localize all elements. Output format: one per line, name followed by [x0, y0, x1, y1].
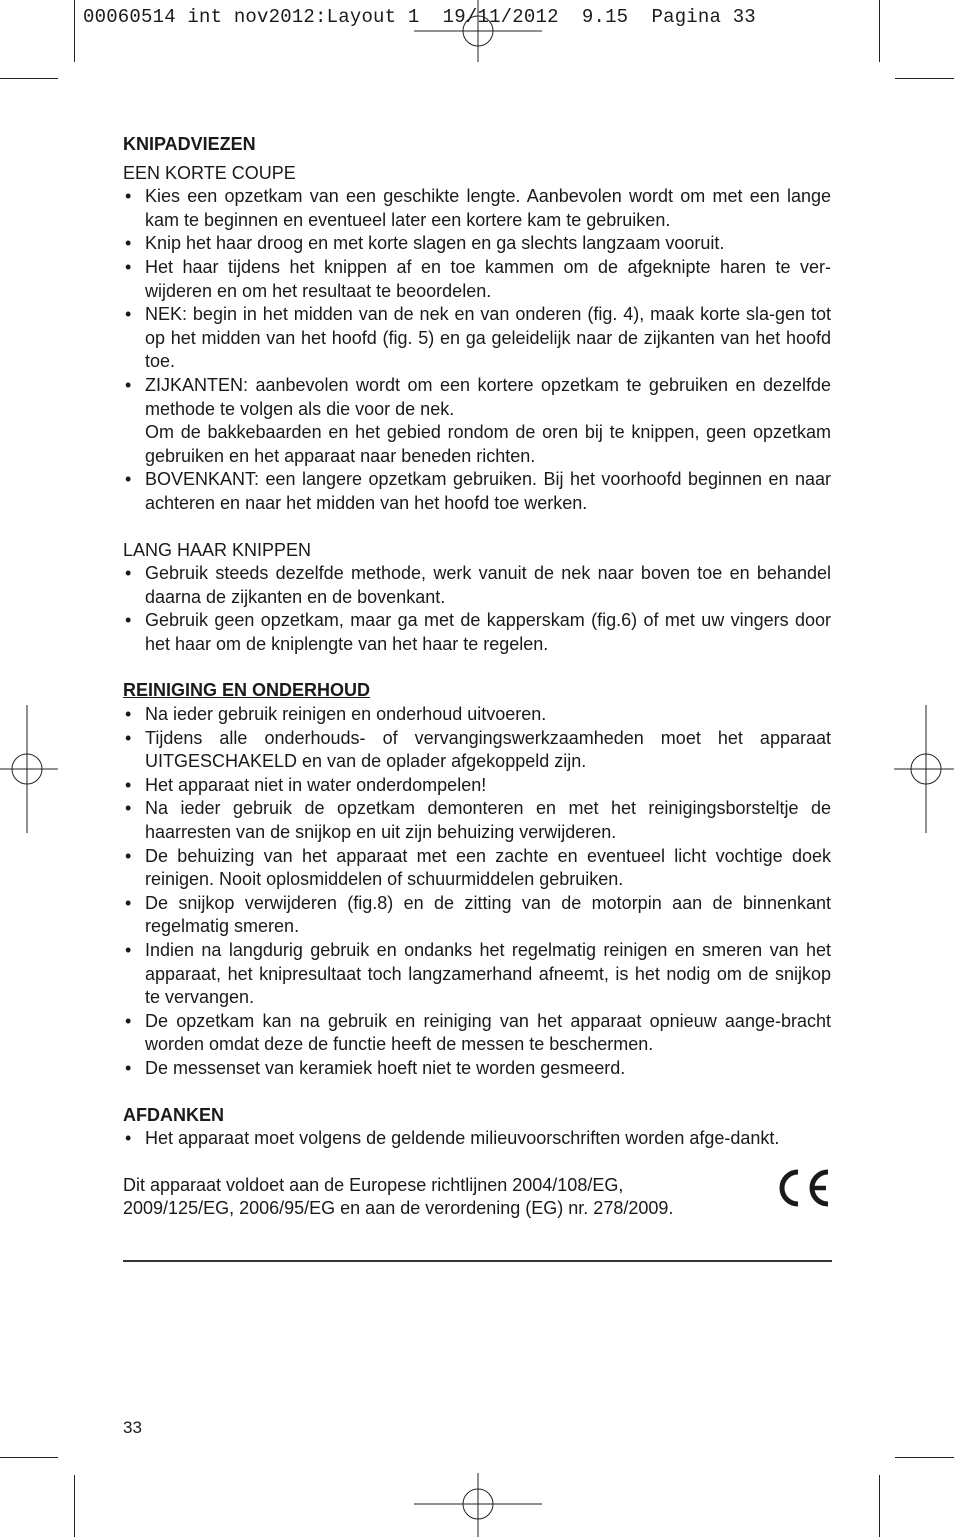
- list-item: • Na ieder gebruik de opzetkam demonteren en met het reinigingsborsteltje de haarresten van de snijkop en uit zijn behuizing verwijderen.: [123, 797, 831, 844]
- list-item: • Tijdens alle onderhouds- of vervangingswerkzaamheden moet het apparaat UITGESCHAKELD en van de oplader afgekoppeld zijn.: [123, 727, 831, 774]
- list-item: • Gebruik geen opzetkam, maar ga met de kapperskam (fig.6) of met uw vingers door het haar om de kniplengte van het haar te regelen.: [123, 609, 831, 656]
- crop-mark: [879, 0, 880, 62]
- list-item: • Kies een opzetkam van een geschikte lengte. Aanbevolen wordt om met een lange kam te beginnen en eventueel later een kortere kam te gebruiken.: [123, 185, 831, 232]
- list-item: • De messenset van keramiek hoeft niet te worden gesmeerd.: [123, 1057, 831, 1081]
- registration-mark-right: [894, 705, 954, 833]
- list-item: • Het haar tijdens het knippen af en toe kammen om de afgeknipte haren te ver-wijderen en om het resultaat te beoordelen.: [123, 256, 831, 303]
- list-item: • BOVENKANT: een langere opzetkam gebruiken. Bij het voorhoofd beginnen en naar achteren en naar het midden van het hoofd toe werken.: [123, 468, 831, 515]
- list-item: • Het apparaat moet volgens de geldende milieuvoorschriften worden afge-dankt.: [123, 1127, 831, 1151]
- list-item: • Gebruik steeds dezelfde methode, werk vanuit de nek naar boven toe en behandel daarna de zijkanten en de bovenkant.: [123, 562, 831, 609]
- list-item-continuation: Om de bakkebaarden en het gebied rondom de oren bij te knippen, geen opzetkam gebruiken en het apparaat naar beneden richten.: [145, 422, 831, 466]
- list-item: • Het apparaat niet in water onderdompelen!: [123, 774, 831, 798]
- section-heading-knipadviezen: KNIPADVIEZEN: [123, 134, 256, 154]
- list-item: • De snijkop verwijderen (fig.8) en de zitting van de motorpin aan de binnenkant regelmatig smeren.: [123, 892, 831, 939]
- registration-mark-top: [414, 0, 542, 64]
- crop-mark: [0, 78, 58, 79]
- ce-mark-icon: [775, 1166, 831, 1210]
- section-heading-afdanken: AFDANKEN: [123, 1104, 224, 1125]
- bullet-list-korte-coupe: [123, 185, 831, 515]
- list-item: • Indien na langdurig gebruik en ondanks het regelmatig reinigen en smeren van het apparaat, het knipresultaat toch langzamerhand afneemt, is het nodig om de snijkop te vervangen.: [123, 939, 831, 1010]
- compliance-line-1: Dit apparaat voldoet aan de Europese richtlijnen 2004/108/EG,: [123, 1174, 624, 1195]
- bottom-rule: [123, 1260, 832, 1262]
- bullet-list-afdanken: [123, 1127, 831, 1151]
- list-item: • Na ieder gebruik reinigen en onderhoud uitvoeren.: [123, 703, 831, 727]
- page-content: [123, 133, 831, 1221]
- bullet-list-reiniging: [123, 703, 831, 1081]
- crop-mark: [0, 1457, 58, 1458]
- list-item: • De behuizing van het apparaat met een zachte en eventueel licht vochtige doek reinigen. Nooit oplosmiddelen of schuurmiddelen gebruiken.: [123, 845, 831, 892]
- crop-mark: [895, 78, 954, 79]
- list-item: • ZIJKANTEN: aanbevolen wordt om een kortere opzetkam te gebruiken en dezelfde methode te volgen als die voor de nek. Om de bakkebaarden en het gebied rondom de oren bij te knippen, geen opzetkam gebruiken en het apparaat naar beneden richten.: [123, 374, 831, 468]
- page-number: 33: [123, 1418, 142, 1437]
- subsection-title-korte-coupe: EEN KORTE COUPE: [123, 162, 296, 183]
- subsection-title-lang-haar: LANG HAAR KNIPPEN: [123, 539, 312, 560]
- section-heading-reiniging: REINIGING EN ONDERHOUD: [123, 680, 371, 701]
- crop-mark: [895, 1457, 954, 1458]
- list-item: • De opzetkam kan na gebruik en reiniging van het apparaat opnieuw aange-bracht worden omdat deze de functie heeft de messen te beschermen.: [123, 1010, 831, 1057]
- crop-mark: [879, 1475, 880, 1537]
- bullet-list-lang-haar: [123, 562, 831, 656]
- compliance-statement: [123, 1174, 831, 1221]
- crop-mark: [74, 0, 75, 62]
- list-item: • NEK: begin in het midden van de nek en van onderen (fig. 4), maak korte sla-gen tot op het midden van het hoofd (fig. 5) en ga geleidelijk naar de zijkanten van het hoofd toe.: [123, 303, 831, 374]
- compliance-line-2: 2009/125/EG, 2006/95/EG en aan de verordening (EG) nr. 278/2009.: [123, 1198, 674, 1219]
- list-item: • Knip het haar droog en met korte slagen en ga slechts langzaam vooruit.: [123, 232, 831, 256]
- registration-mark-left: [0, 705, 62, 833]
- registration-mark-bottom: [414, 1473, 542, 1537]
- crop-mark: [74, 1475, 75, 1537]
- print-slug: 00060514 int nov2012:Layout 1 19/11/2012 9.15 Pagina 33: [83, 6, 756, 28]
